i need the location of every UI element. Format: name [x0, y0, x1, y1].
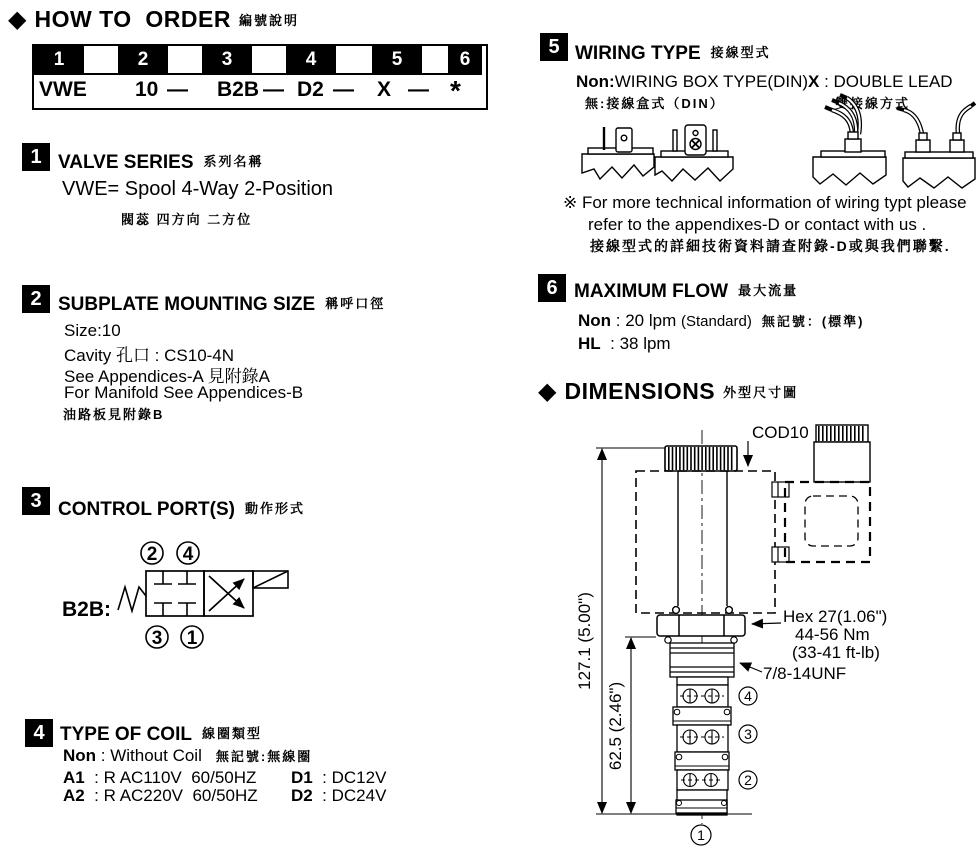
flow-non-code: Non [578, 311, 612, 330]
armature-tube [673, 471, 733, 613]
subplate-cavity-line: Cavity 孔口 : CS10-4N [64, 346, 235, 365]
torque-ftlb-label: (33-41 ft-lb) [792, 643, 880, 662]
cod10-label: COD10 [752, 423, 809, 442]
flow-hl-value: : 38 lpm [600, 334, 671, 353]
subplate-manifold-zh: 油路板見附錄B [63, 407, 165, 422]
flow-non-standard: (Standard) [680, 313, 752, 330]
hex-leader [752, 623, 781, 624]
flow-row-non [578, 311, 865, 331]
drawing-port-3 [739, 725, 757, 743]
coil-non-zh: 無記號:無線圈 [215, 749, 313, 764]
o-ring-left [665, 637, 671, 643]
flow-row-hl [578, 334, 671, 354]
code-dash-1: — [167, 78, 188, 101]
drawing-port-4 [739, 687, 757, 705]
section-4-title [60, 723, 262, 746]
diamond-icon: ◆ [538, 377, 557, 405]
overall-height-label: 127.1 (5.00") [575, 592, 594, 690]
position-box-3: 3 [202, 46, 252, 73]
page-title: HOW TO ORDER [34, 6, 231, 32]
thread-leader [740, 663, 762, 672]
wiring-lead-text: : DOUBLE LEAD [819, 72, 953, 91]
valve-body-boxes [146, 571, 253, 616]
code-size: 10 [135, 78, 159, 101]
crossed-flow-arrows [209, 576, 244, 611]
svg-text:1: 1 [697, 827, 705, 843]
flow-non-zh: 無記號：(標準) [761, 314, 865, 329]
port-number-2 [141, 542, 163, 565]
valve-hydraulic-symbol [58, 538, 310, 660]
coil-row-d1 [291, 768, 386, 788]
valve-series-desc: VWE= Spool 4-Way 2-Position [62, 178, 334, 200]
code-wiring: X [377, 78, 392, 101]
section-6-title [574, 280, 798, 303]
wiring-note-line-1: ※ For more technical information of wiring typt please [563, 193, 967, 212]
code-dash-4: — [408, 78, 429, 101]
section-4-number: 4 [25, 719, 53, 747]
coil-row-a2 [63, 786, 258, 806]
wiring-lead-zh: 雙接線方式 [835, 96, 911, 111]
svg-text:2: 2 [146, 544, 158, 565]
wiring-din-text: WIRING BOX TYPE(DIN) [614, 72, 809, 91]
section-4-title-text: TYPE OF COIL [60, 724, 192, 745]
symbol-label: B2B: [62, 598, 112, 621]
solenoid-symbol [253, 571, 288, 588]
port-number-3 [146, 626, 168, 649]
wiring-lead-code: X [808, 72, 820, 91]
section-6-title-text: MAXIMUM FLOW [574, 281, 729, 302]
thread-label: 7/8-14UNF [763, 664, 847, 683]
section-1-title [58, 151, 264, 174]
hex-nut [657, 615, 745, 636]
position-box-5: 5 [372, 46, 422, 73]
code-ports: B2B [217, 78, 260, 101]
section-3-number: 3 [22, 487, 50, 515]
code-series: VWE [39, 78, 87, 101]
position-box-2: 2 [118, 46, 168, 73]
svg-text:3: 3 [744, 726, 752, 742]
coil-d1-desc: : DC12V [312, 768, 387, 787]
section-1-number: 1 [22, 143, 50, 171]
subplate-size-line: Size:10 [64, 321, 121, 340]
dimensions-header [538, 378, 798, 405]
subplate-manifold: For Manifold See Appendices-B [64, 383, 304, 402]
coil-a2-desc: : R AC220V 60/50HZ [84, 786, 258, 805]
spring-symbol [118, 587, 146, 611]
svg-text:2: 2 [744, 772, 752, 788]
svg-text:3: 3 [151, 628, 163, 649]
double-lead-illustration-1 [813, 95, 886, 185]
hex-label: Hex 27(1.06") [783, 607, 888, 626]
coil-a1-code: A1 [63, 768, 85, 787]
double-lead-illustration-2 [897, 103, 975, 188]
din-coil-illustration-2 [655, 125, 733, 181]
coil-d1-code: D1 [291, 768, 313, 787]
port-number-4 [177, 542, 199, 565]
knurled-cap [665, 446, 737, 471]
section-3-title-zh: 動作形式 [244, 501, 305, 516]
section-2-title-text: SUBPLATE MOUNTING SIZE [58, 294, 316, 315]
coil-row-d2 [291, 786, 386, 806]
section-4-title-zh: 線圈類型 [201, 726, 262, 741]
coil-row-non [63, 746, 312, 766]
section-6-title-zh: 最大流量 [738, 283, 799, 298]
o-ring-right [731, 637, 737, 643]
section-1-title-text: VALVE SERIES [58, 152, 194, 173]
dimensions-title: DIMENSIONS [564, 378, 716, 404]
section-6-number: 6 [538, 274, 566, 302]
section-5-title [575, 42, 771, 65]
section-5-number: 5 [540, 33, 568, 61]
wiring-type-illustrations [575, 106, 975, 201]
section-3-title [58, 498, 305, 521]
flow-hl-code: HL [578, 334, 601, 353]
svg-text:1: 1 [186, 628, 198, 649]
section-5-title-text: WIRING TYPE [575, 43, 701, 64]
torque-nm-label: 44-56 Nm [795, 625, 870, 644]
wiring-option-lead [808, 72, 953, 92]
svg-text:4: 4 [182, 544, 194, 565]
position-box-1: 1 [34, 46, 84, 73]
coil-a1-desc: : R AC110V 60/50HZ [84, 768, 257, 787]
coil-outline-dashed [636, 471, 775, 613]
drawing-port-2 [739, 771, 757, 789]
position-number-band [34, 46, 482, 73]
coil-non-code: Non [63, 746, 97, 765]
model-code-row [34, 73, 482, 106]
section-1-title-zh: 系列名稱 [203, 154, 264, 169]
wiring-din-code: Non: [576, 72, 615, 91]
threaded-section [670, 643, 734, 677]
diamond-icon: ◆ [8, 5, 27, 33]
dimensions-title-zh: 外型尺寸圖 [723, 385, 799, 400]
position-box-6: 6 [448, 46, 482, 73]
section-5-title-zh: 接線型式 [710, 45, 771, 60]
code-dash-3: — [333, 78, 354, 101]
coil-d2-desc: : DC24V [312, 786, 387, 805]
coil-row-a1 [63, 768, 256, 788]
cartridge-body [673, 677, 731, 815]
drawing-port-1 [691, 825, 711, 845]
position-box-4: 4 [286, 46, 336, 73]
din-connector [772, 425, 870, 562]
cartridge-height-label: 62.5 (2.46") [606, 681, 625, 771]
wiring-note-line-3: 接線型式的詳細技術資料請查附錄-D或與我們聯繫. [590, 238, 951, 254]
how-to-order-header [8, 6, 299, 33]
page-title-zh: 編號說明 [238, 13, 299, 28]
port-number-1 [181, 626, 203, 649]
dimension-cartridge-height [606, 637, 656, 813]
wiring-din-zh: 無:接線盒式（DIN） [585, 96, 725, 111]
order-code-table [32, 44, 488, 110]
code-coil: D2 [297, 78, 324, 101]
code-flow: * [450, 75, 461, 106]
wiring-note-line-2: refer to the appendixes-D or contact with us . [588, 215, 927, 234]
coil-a2-code: A2 [63, 786, 85, 805]
subplate-appendix-a: See Appendices-A 見附錄A [64, 367, 271, 386]
code-dash-2: — [263, 78, 284, 101]
valve-series-desc-zh: 閥蕊 四方向 二方位 [121, 212, 253, 227]
coil-non-desc: : Without Coil [96, 746, 202, 765]
flow-non-value: : 20 lpm [611, 311, 681, 330]
section-2-title [58, 293, 385, 316]
cartridge-valve-dimension-drawing [558, 415, 980, 848]
section-3-title-text: CONTROL PORT(S) [58, 499, 235, 520]
din-coil-illustration-1 [582, 127, 654, 179]
coil-d2-code: D2 [291, 786, 313, 805]
wiring-option-din [576, 72, 808, 92]
section-2-number: 2 [22, 285, 50, 313]
svg-text:4: 4 [744, 688, 752, 704]
section-2-title-zh: 稱呼口徑 [325, 296, 386, 311]
blocked-ports [154, 571, 196, 616]
